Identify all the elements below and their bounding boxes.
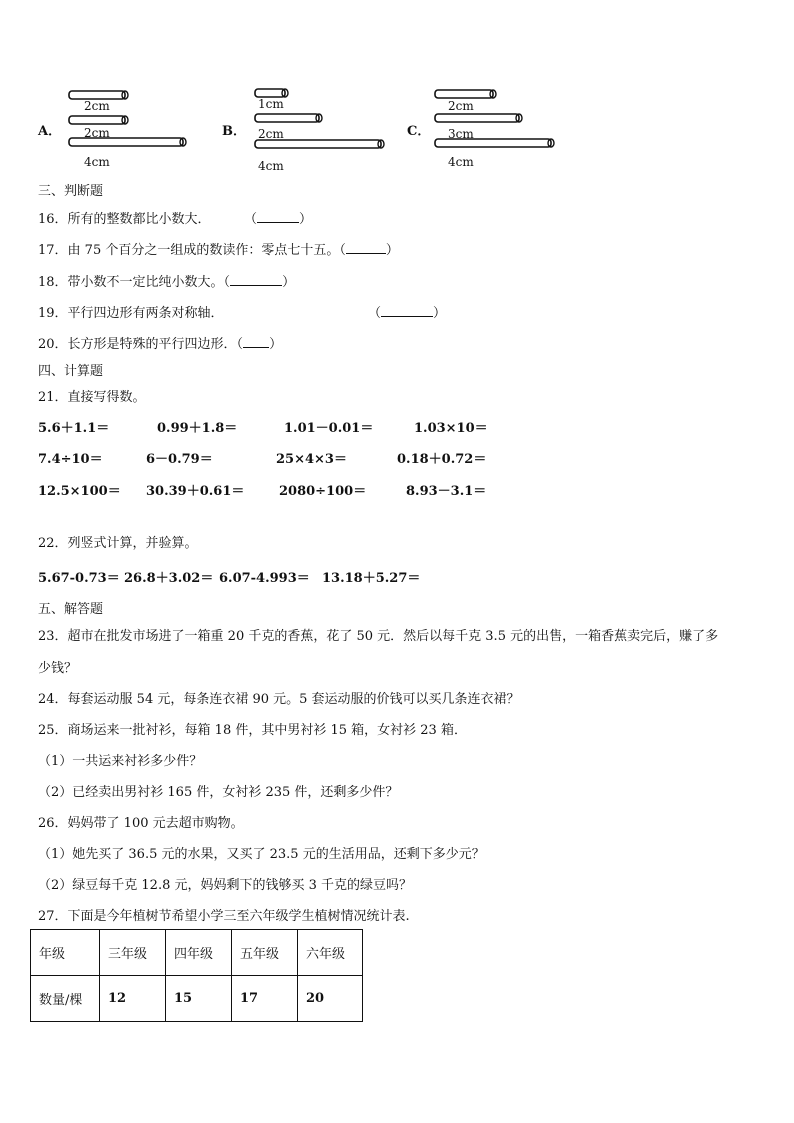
paren-close: ） [269, 337, 283, 352]
option-b-sticks-figure [252, 84, 392, 176]
calc-item: 25×4×3＝ [276, 452, 347, 467]
calc-item: 6.07-4.993＝ [219, 571, 310, 586]
stick [255, 89, 288, 97]
table-cell: 15 [166, 976, 232, 1022]
blank-line[interactable] [257, 211, 299, 223]
table-cell: 20 [298, 976, 363, 1022]
stick-length-label: 2cm [84, 126, 110, 140]
calc-item: 2080÷100＝ [279, 484, 367, 499]
section-4-title: 四、计算题 [38, 364, 104, 379]
calc-item: 1.03×10＝ [414, 421, 488, 436]
question-text: 16．所有的整数都比小数大． [38, 212, 211, 227]
table-cell: 六年级 [298, 930, 363, 976]
stick [435, 90, 496, 98]
section-3-title: 三、判断题 [38, 184, 104, 199]
paren-close: ） [299, 212, 313, 227]
question-text: 19．平行四边形有两条对称轴． [38, 306, 224, 321]
paren-close: ） [385, 243, 399, 258]
stick [69, 116, 128, 124]
option-a-sticks-figure [66, 86, 191, 171]
question-19 [38, 302, 224, 321]
question-23-line-1: 23．超市在批发市场进了一箱重 20 千克的香蕉，花了 50 元．然后以每千克 3.5 元的出售，一箱香蕉卖完后，赚了多 [38, 629, 719, 644]
calc-item: 30.39＋0.61＝ [146, 484, 245, 499]
question-16 [38, 208, 211, 227]
question-18 [38, 271, 295, 290]
question-25: 25．商场运来一批衬衫，每箱 18 件，其中男衬衫 15 箱，女衬衫 23 箱． [38, 723, 467, 738]
table-cell: 12 [100, 976, 166, 1022]
answer-blank-16[interactable] [244, 208, 312, 227]
stick-length-label: 1cm [258, 97, 284, 111]
answer-blank-20[interactable] [243, 336, 269, 348]
stick-length-label: 2cm [448, 99, 474, 113]
paren-open: （ [244, 212, 258, 227]
stick [69, 91, 128, 99]
question-26-part-1: （1）她先买了 36.5 元的水果，又买了 23.5 元的生活用品，还剩下多少元？ [38, 847, 485, 862]
option-c-sticks-figure [432, 86, 562, 171]
table-cell: 17 [232, 976, 298, 1022]
question-26-part-2: （2）绿豆每千克 12.8 元，妈妈剩下的钱够买 3 千克的绿豆吗？ [38, 878, 413, 893]
calc-item: 7.4÷10＝ [38, 452, 103, 467]
paren-open: （ [368, 306, 382, 321]
paren-open: （ [236, 337, 244, 352]
table-row [31, 976, 363, 1022]
question-27: 27．下面是今年植树节希望小学三至六年级学生植树情况统计表. [38, 909, 410, 924]
stick [255, 114, 322, 122]
question-22: 22．列竖式计算，并验算。 [38, 536, 198, 551]
question-21: 21．直接写得数。 [38, 390, 146, 405]
question-24: 24．每套运动服 54 元，每条连衣裙 90 元。5 套运动服的价钱可以买几条连衣裙？ [38, 692, 520, 707]
option-b-label: B． [222, 124, 246, 139]
question-text: 17．由 75 个百分之一组成的数读作：零点七十五。 [38, 243, 340, 258]
stick-length-label: 4cm [84, 155, 110, 169]
blank-line[interactable] [381, 305, 433, 317]
option-c-label: C． [407, 124, 431, 139]
table-header-row [31, 930, 363, 976]
question-text: 18．带小数不一定比纯小数大。 [38, 275, 224, 290]
answer-blank-17[interactable] [346, 242, 386, 254]
table-cell: 数量/棵 [31, 976, 100, 1022]
question-17 [38, 239, 399, 258]
calc-item: 6－0.79＝ [146, 452, 213, 467]
question-26: 26．妈妈带了 100 元去超市购物。 [38, 816, 244, 831]
paren-open: （ [339, 243, 346, 258]
answer-blank-19[interactable] [368, 302, 446, 321]
stick-length-label: 2cm [84, 99, 110, 113]
stick [255, 140, 384, 148]
question-25-part-1: （1）一共运来衬衫多少件？ [38, 754, 203, 769]
tree-planting-table [30, 929, 363, 1022]
calc-item: 26.8＋3.02＝ [124, 571, 214, 586]
stick-length-label: 3cm [448, 127, 474, 141]
paren-open: （ [223, 275, 231, 290]
paren-close: ） [433, 306, 447, 321]
stick-length-label: 4cm [448, 155, 474, 169]
stick-length-label: 2cm [258, 127, 284, 141]
table-cell: 五年级 [232, 930, 298, 976]
calc-item: 5.6＋1.1＝ [38, 421, 110, 436]
option-a-label: A． [38, 124, 62, 139]
answer-blank-18[interactable] [230, 274, 282, 286]
question-23-line-2: 少钱？ [38, 661, 78, 676]
question-20 [38, 333, 282, 352]
calc-item: 13.18＋5.27＝ [322, 571, 421, 586]
calc-item: 8.93－3.1＝ [406, 484, 487, 499]
calc-item: 5.67-0.73＝ [38, 571, 120, 586]
paren-close: ） [282, 275, 296, 290]
section-5-title: 五、解答题 [38, 602, 104, 617]
table-cell: 四年级 [166, 930, 232, 976]
stick [435, 114, 522, 122]
stick-length-label: 4cm [258, 159, 284, 173]
calc-item: 1.01－0.01＝ [284, 421, 374, 436]
question-25-part-2: （2）已经卖出男衬衫 165 件，女衬衫 235 件，还剩多少件？ [38, 785, 399, 800]
calc-item: 0.99＋1.8＝ [157, 421, 238, 436]
table-cell: 年级 [31, 930, 100, 976]
table-cell: 三年级 [100, 930, 166, 976]
calc-item: 0.18＋0.72＝ [397, 452, 487, 467]
question-text: 20．长方形是特殊的平行四边形． [38, 337, 237, 352]
calc-item: 12.5×100＝ [38, 484, 121, 499]
